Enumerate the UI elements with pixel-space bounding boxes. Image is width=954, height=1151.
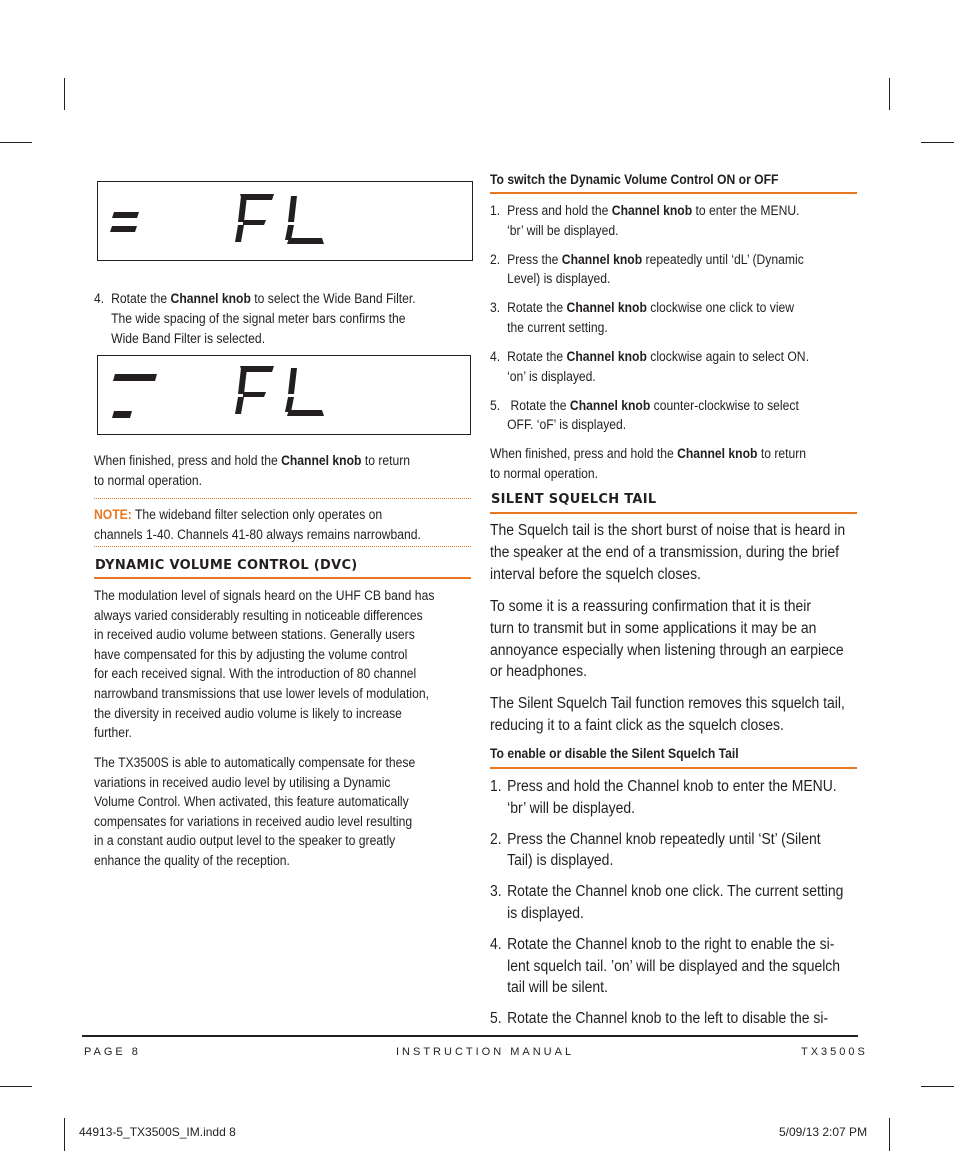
- list-item: [490, 298, 809, 337]
- paragraph-line: Volume Control. When activated, this feature automatically: [94, 794, 409, 810]
- crop-mark: [889, 1118, 890, 1151]
- dvc-switch-subheading: To switch the Dynamic Volume Control ON or OFF: [490, 172, 779, 187]
- list-item-line: lent squelch tail. ’on’ will be displayed and the squelch: [507, 957, 841, 975]
- sst-sub-rule: [490, 767, 857, 769]
- paragraph-line: The TX3500S is able to automatically compensate for these: [94, 755, 416, 770]
- list-item-line: 2. Press the Channel knob repeatedly until ‘dL’ (Dynamic: [490, 250, 809, 270]
- note-rule-bottom: [94, 546, 471, 547]
- crop-mark: [0, 142, 32, 143]
- footer-rule: [82, 1035, 858, 1037]
- list-item-number: 5.: [490, 1010, 502, 1028]
- list-item-line: Level) is displayed.: [507, 271, 611, 287]
- paragraph-line: turn to transmit but in some applications it may be an: [490, 619, 817, 637]
- paragraph-line: always varied considerably resulting in noticeable differences: [94, 607, 423, 623]
- crop-mark: [921, 142, 954, 143]
- list-item-number: 4.: [490, 935, 502, 953]
- crop-mark: [64, 1118, 65, 1151]
- lcd-segment-graphic: [98, 182, 472, 260]
- list-item-line: ‘br’ will be displayed.: [507, 799, 636, 817]
- paragraph-line: for each received signal. With the introduction of 80 channel: [94, 666, 417, 682]
- crop-mark: [0, 1086, 32, 1087]
- slug-filename: 44913-5_TX3500S_IM.indd 8: [79, 1125, 236, 1139]
- dvc-heading-rule: [94, 577, 471, 579]
- lcd-segment-graphic: [98, 356, 470, 434]
- step-4-line: Rotate the Channel knob to select the Wide Band Filter.: [111, 291, 416, 306]
- list-item-line: 4. Rotate the Channel knob to the right to enable the si-: [490, 934, 843, 956]
- paragraph-line: in received audio volume between stations. Generally users: [94, 627, 415, 643]
- sst-steps: [490, 776, 843, 1039]
- list-item-line: 5. Rotate the Channel knob counter-clockwise to select: [490, 396, 809, 416]
- paragraph-line: the speaker at the end of a transmission, during the brief: [490, 543, 839, 561]
- list-item-line: OFF. ‘oF’ is displayed.: [507, 417, 627, 433]
- list-item: [490, 934, 843, 999]
- list-item-line: 4. Rotate the Channel knob clockwise again to select ON.: [490, 347, 809, 367]
- list-item-line: 3. Rotate the Channel knob one click. The current setting: [490, 881, 843, 903]
- footer-model: TX3500S: [801, 1046, 868, 1058]
- slug-date: 5/09/13 2:07 PM: [779, 1125, 868, 1139]
- paragraph-line: further.: [94, 725, 132, 741]
- paragraph-line: enhance the quality of the reception.: [94, 852, 290, 868]
- list-item: [490, 881, 843, 925]
- list-item-number: 3.: [490, 300, 501, 316]
- list-item-number: 2.: [490, 830, 502, 848]
- step-4: 4. Rotate the Channel knob to select the Wide Band Filter. The wide spacing of the signal meter bars confirms the Wide Band Filter is selected.: [94, 289, 416, 349]
- list-item: [490, 347, 809, 386]
- list-item-line: is displayed.: [507, 904, 584, 922]
- right-finished-text: When finished, press and hold the Channel knob to return to normal operation.: [490, 446, 807, 481]
- paragraph-line: The Squelch tail is the short burst of noise that is heard in: [490, 522, 846, 539]
- note-rule-top: [94, 498, 471, 499]
- note-text: NOTE: The wideband filter selection only operates on channels 1-40. Channels 41-80 always remains narrowband.: [94, 507, 421, 542]
- paragraph-line: have compensated for this by adjusting the volume control: [94, 646, 408, 662]
- paragraph-line: narrowband transmissions that use lower levels of modulation,: [94, 685, 429, 701]
- list-item-line: tail will be silent.: [507, 979, 608, 997]
- dvc-paragraph-1: [94, 586, 434, 743]
- list-item: [490, 829, 843, 873]
- list-item-line: ‘on’ is displayed.: [507, 368, 596, 384]
- list-item-line: the current setting.: [507, 319, 608, 335]
- list-item-line: Tail) is displayed.: [507, 852, 614, 870]
- dvc-paragraph-2: [94, 753, 415, 871]
- footer-page-number: PAGE 8: [84, 1046, 141, 1058]
- list-item-number: 3.: [490, 883, 502, 901]
- paragraph-line: compensates for variations in received audio level resulting: [94, 813, 413, 829]
- step-4-line: The wide spacing of the signal meter bars confirms the: [111, 310, 406, 326]
- list-item-number: 1.: [490, 203, 501, 218]
- paragraph-line: To some it is a reassuring confirmation that it is their: [490, 598, 811, 615]
- dvc-steps: [490, 201, 809, 444]
- footer-manual-title: INSTRUCTION MANUAL: [396, 1046, 575, 1058]
- paragraph-line: reducing it to a faint click as the squelch closes.: [490, 716, 784, 734]
- note-label: NOTE:: [94, 507, 132, 522]
- paragraph-line: variations in received audio level by utilising a Dynamic: [94, 774, 391, 790]
- sst-paragraph-2: [490, 596, 844, 683]
- list-item: [490, 201, 809, 240]
- paragraph-line: interval before the squelch closes.: [490, 565, 701, 583]
- list-item: [490, 776, 843, 820]
- list-item-number: 2.: [490, 251, 501, 267]
- lcd-display-wideband-2: [97, 355, 471, 435]
- dvc-switch-rule: [490, 192, 857, 194]
- dvc-heading: DYNAMIC VOLUME CONTROL (DVC): [95, 558, 358, 573]
- list-item-line: 3. Rotate the Channel knob clockwise one click to view: [490, 298, 809, 318]
- crop-mark: [64, 78, 65, 110]
- left-finished-text: When finished, press and hold the Channel knob to return to normal operation.: [94, 453, 411, 488]
- crop-mark: [921, 1086, 954, 1087]
- list-item-line: 2. Press the Channel knob repeatedly until ‘St’ (Silent: [490, 829, 843, 851]
- paragraph-line: or headphones.: [490, 663, 587, 681]
- list-item-line: 1. Press and hold the Channel knob to enter the MENU.: [490, 201, 809, 221]
- sst-heading-rule: [490, 512, 857, 514]
- paragraph-line: the diversity in received audio volume is likely to increase: [94, 705, 402, 721]
- lcd-display-wideband-1: [97, 181, 473, 261]
- list-item: [490, 1008, 843, 1030]
- list-item: [490, 250, 809, 289]
- paragraph-line: annoyance especially when listening through an earpiece: [490, 641, 844, 659]
- list-item-number: 1.: [490, 778, 502, 795]
- step-4-line: Wide Band Filter is selected.: [111, 331, 266, 347]
- sst-paragraph-1: [490, 520, 845, 585]
- sst-heading: SILENT SQUELCH TAIL: [491, 492, 657, 507]
- list-item-number: 4.: [490, 349, 501, 365]
- sst-paragraph-3: [490, 693, 845, 737]
- list-item-number: 5.: [490, 397, 501, 413]
- list-item: [490, 396, 809, 435]
- crop-mark: [889, 78, 890, 110]
- sst-subheading: To enable or disable the Silent Squelch Tail: [490, 746, 739, 761]
- list-item-line: ‘br’ will be displayed.: [507, 222, 619, 238]
- paragraph-line: The Silent Squelch Tail function removes this squelch tail,: [490, 695, 845, 712]
- list-item-line: 5. Rotate the Channel knob to the left to disable the si-: [490, 1008, 843, 1030]
- paragraph-line: The modulation level of signals heard on the UHF CB band has: [94, 588, 435, 603]
- list-item-line: 1. Press and hold the Channel knob to enter the MENU.: [490, 776, 843, 798]
- paragraph-line: in a constant audio output level to the speaker to greatly: [94, 833, 396, 849]
